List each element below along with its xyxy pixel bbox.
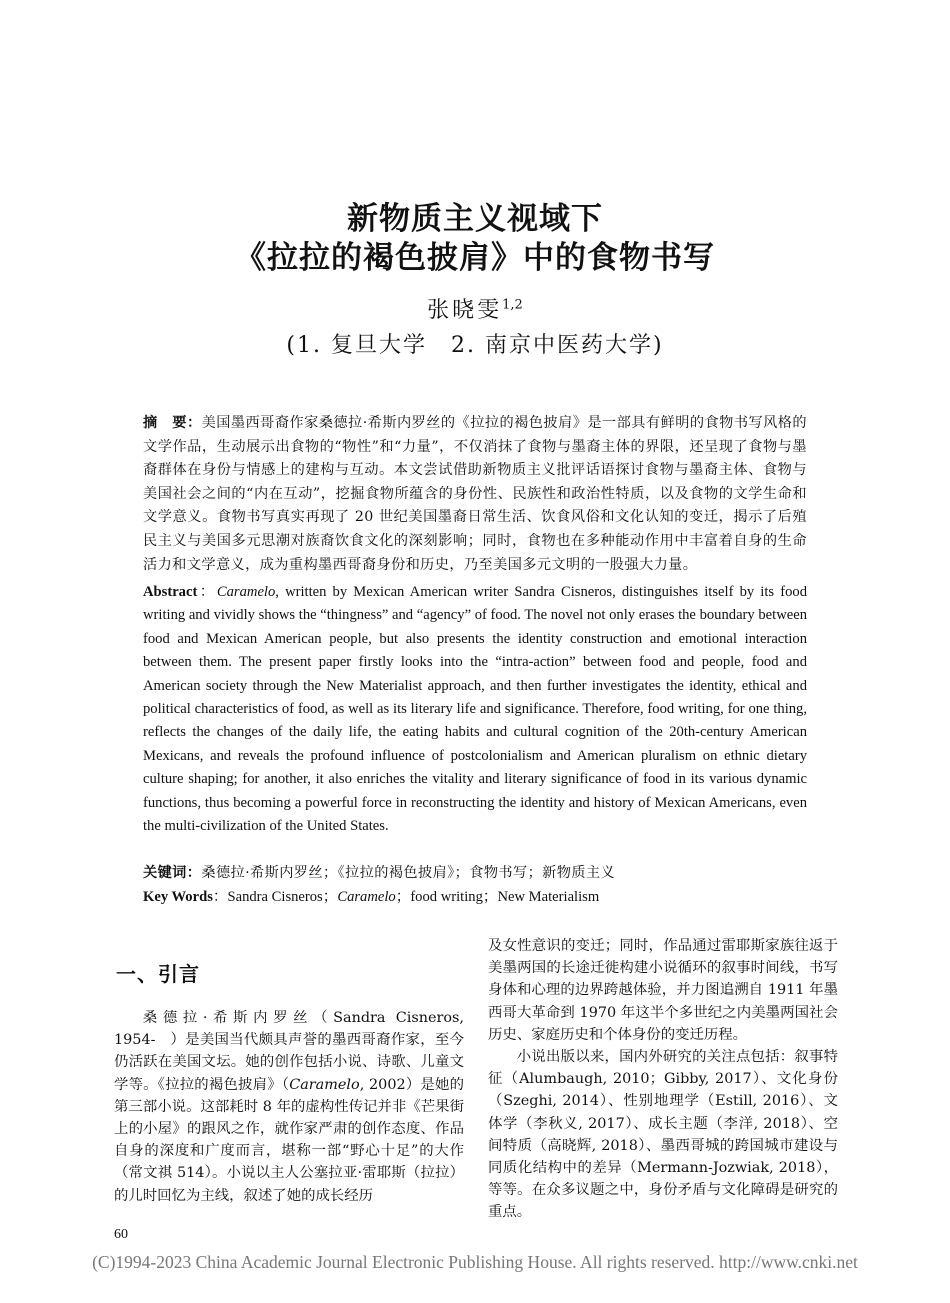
- section-heading-introduction: 一、引言: [116, 962, 200, 986]
- abstract-en: [143, 581, 807, 838]
- keywords-en-part1: Sandra Cisneros；: [227, 889, 338, 905]
- abstract-en-colon: ：: [197, 584, 217, 600]
- body-column-left: [114, 1007, 464, 1207]
- abstract-zh-label: 摘 要：: [143, 415, 202, 431]
- keywords-en-italic: Caramelo: [337, 889, 396, 905]
- keywords-zh: [143, 862, 807, 884]
- copyright-footer: (C)1994-2023 China Academic Journal Electronic Publishing House. All rights reserved. http://www.cnki.net: [92, 1252, 858, 1272]
- abstract-zh-text: 美国墨西哥裔作家桑德拉·希斯内罗丝的《拉拉的褐色披肩》是一部具有鲜明的食物书写风格的文学作品，生动展示出食物的“物性”和“力量”，不仅消抹了食物与墨裔主体的界限，还呈现了食物与墨裔群体在身份与情感上的建构与互动。本文尝试借助新物质主义批评话语探讨食物与墨裔主体、食物与美国社会之间的“内在互动”，挖掘食物所蕴含的身份性、民族性和政治性特质，以及食物的文学生命和文学意义。食物书写真实再现了 20 世纪美国墨裔日常生活、饮食风俗和文化认知的变迁，揭示了后殖民主义与美国多元思潮对族裔饮食文化的深刻影响；同时，食物也在多种能动作用中丰富着自身的生命活力和文学意义，成为重构墨西哥裔身份和历史，乃至美国多元文明的一股强大力量。: [143, 415, 807, 573]
- author-affiliation: (1. 复旦大学 2. 南京中医药大学): [286, 333, 664, 358]
- page-number: 60: [114, 1227, 128, 1242]
- author: [0, 293, 950, 324]
- abstract-en-text: , written by Mexican American writer Sandra Cisneros, distinguishes itself by its food writing and vividly shows the “thingness” and “agency” of food. The novel not only erases the boundary between food and Mexican American people, but also presents the identity construction and emotional interaction between them. The present paper firstly looks into the “intra-action” between food and people, food and American society through the New Materialist approach, and then further investigates the identity, ethical and political characteristics of food, as well as its literary life and significance. Therefore, food writing, for one thing, reflects the changes of the daily life, the eating habits and cultural cognition of the 20th-century American Mexicans, and reveals the profound influence of postcolonialism and American pluralism on ethnic dietary culture shaping; for another, it also enriches the vitality and literary significance of food in its various dynamic functions, thus becoming a powerful force in reconstructing the identity and history of Mexican Americans, even the multi-civilization of the United States.: [143, 584, 807, 835]
- paper-title-line2: 《拉拉的褐色披肩》中的食物书写: [235, 240, 715, 276]
- body-text: 桑德拉·希斯内罗丝（Sandra Cisneros, 1954- ）是美国当代颇具声誉的墨西哥裔作家，至今仍活跃在美国文坛。她的创作包括小说、诗歌、儿童文学等。《拉拉的褐色披肩》（: [114, 1010, 464, 1093]
- body-italic-title: Caramelo: [289, 1076, 360, 1093]
- author-affiliation-marks: 1,2: [502, 297, 523, 313]
- body-column-right: [488, 935, 838, 1224]
- body-paragraph: [114, 1007, 464, 1207]
- abstract-zh: [143, 412, 807, 577]
- keywords-zh-text: 桑德拉·希斯内罗丝；《拉拉的褐色披肩》；食物书写；新物质主义: [201, 865, 616, 881]
- keywords-zh-label: 关键词：: [143, 865, 202, 881]
- body-paragraph-continued: 及女性意识的变迁；同时，作品通过雷耶斯家族往返于美墨两国的长途迁徙构建小说循环的叙事时间线，书写身体和心理的边界跨越体验，并力图追溯自 1911 年墨西哥大革命到 1970 年这半个多世纪之内美墨两国社会历史、家庭历史和个体身份的变迁历程。: [488, 938, 838, 1043]
- abstract-en-novel-title: Caramelo: [216, 584, 276, 600]
- keywords-en-part2: ；food writing；New Materialism: [395, 889, 600, 905]
- author-name: 张晓雯: [427, 298, 503, 323]
- paper-title-line1: 新物质主义视域下: [347, 201, 603, 237]
- keywords-en-label: Key Words: [143, 889, 213, 905]
- abstract-en-label: Abstract: [143, 584, 198, 600]
- keywords-en: [143, 886, 807, 908]
- body-text: , 2002）是她的第三部小说。这部耗时 8 年的虚构性传记并非《芒果街上的小屋》的跟风之作，就作家严肃的创作态度、作品自身的深度和广度而言，堪称一部“野心十足”的大作（常文祺 514）。小说以主人公塞拉亚·雷耶斯（拉拉）的儿时回忆为主线，叙述了她的成长经历: [114, 1076, 464, 1204]
- body-paragraph: 小说出版以来，国内外研究的关注点包括：叙事特征（Alumbaugh, 2010；Gibby, 2017）、文化身份（Szeghi, 2014）、性别地理学（Estill, 2016）、文体学（李秋义, 2017）、成长主题（李洋, 2018）、空间特质（高晓辉, 2018）、墨西哥城的跨国城市建设与同质化结构中的差异（Mermann-Jozwiak, 2018），等等。在众多议题之中，身份矛盾与文化障碍是研究的重点。: [488, 1049, 838, 1221]
- keywords-en-colon: ：: [212, 889, 228, 905]
